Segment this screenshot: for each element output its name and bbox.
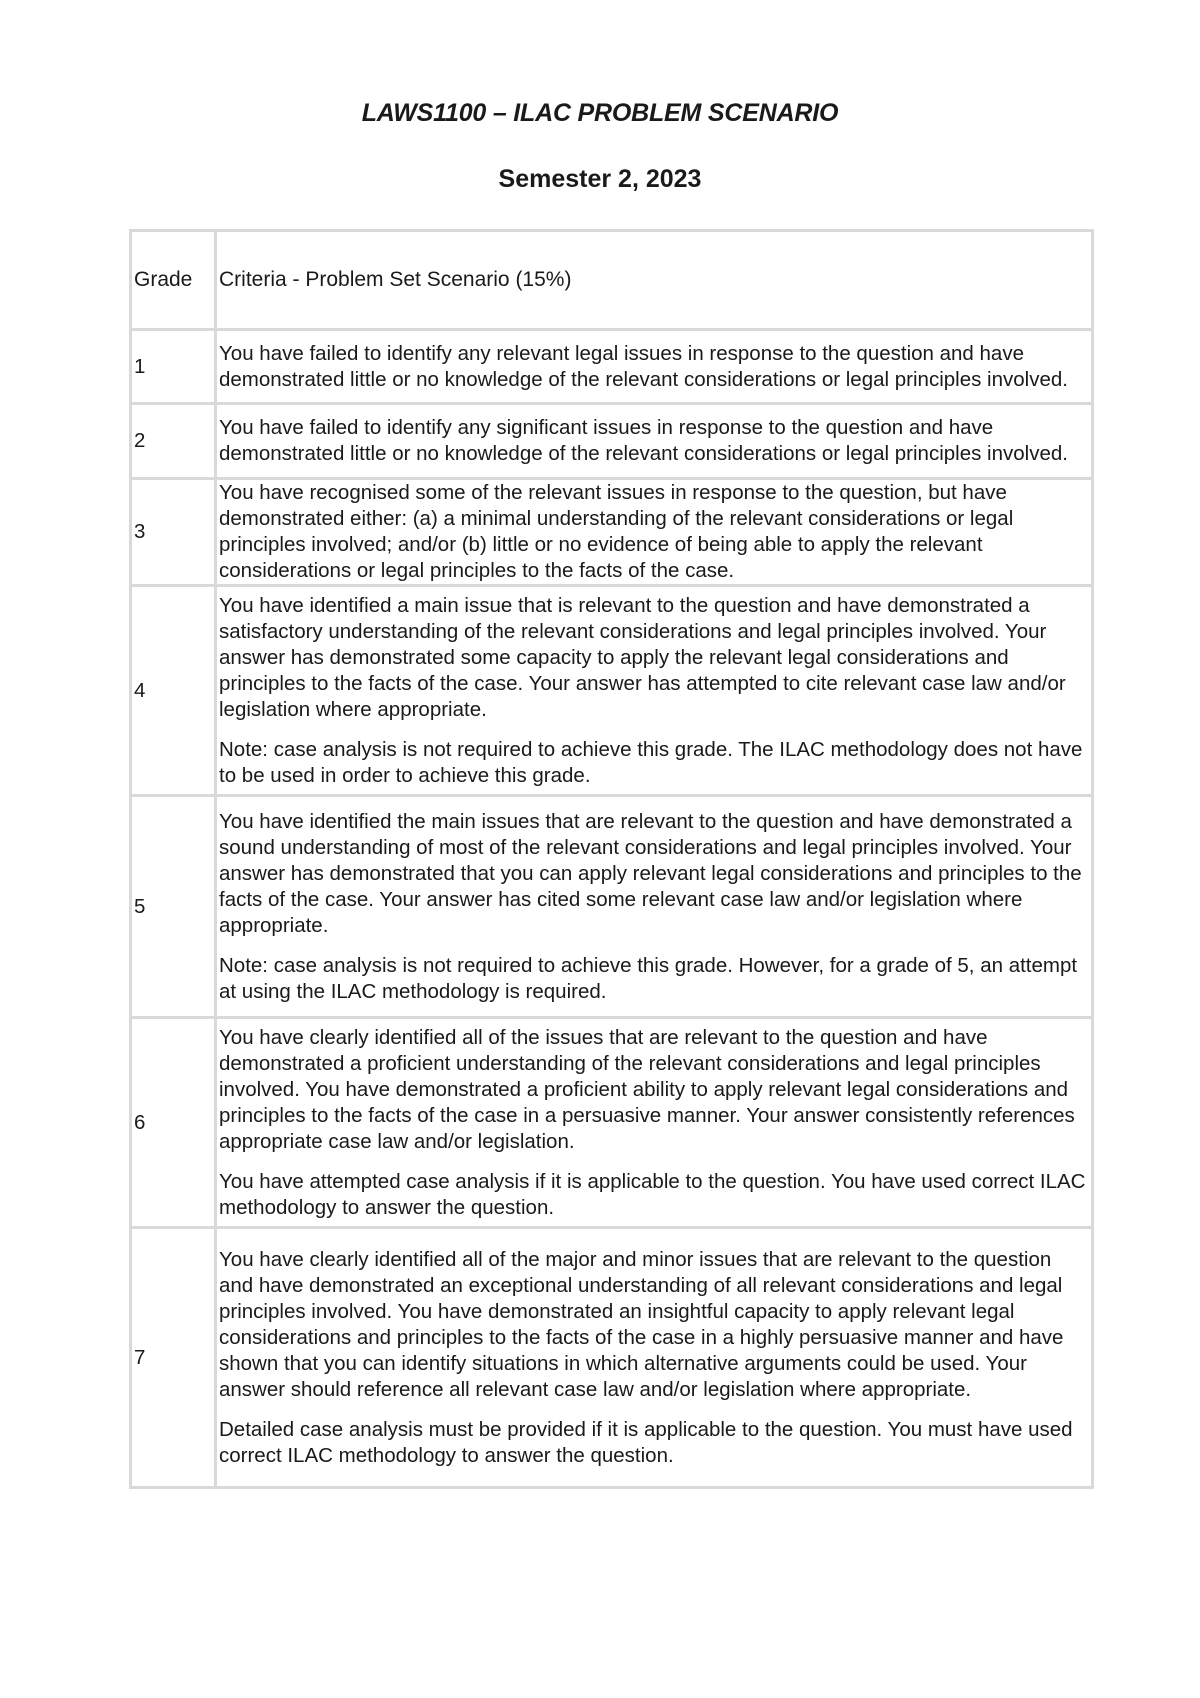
grade-column-header: Grade: [131, 231, 216, 330]
criteria-paragraph: You have failed to identify any relevant legal issues in response to the question and have demonstrated little or no knowledge of the relevant considerations or legal principles involved.: [219, 341, 1068, 391]
table-row: [131, 479, 1093, 586]
grade-cell: 6: [131, 1018, 216, 1228]
criteria-paragraph: You have identified a main issue that is relevant to the question and have demonstrated a satisfactory understanding of the relevant considerations and legal principles involved. Your answer has demonstrated some capacity to apply the relevant legal considerations and principles to the facts of the case. Your answer has attempted to cite relevant case law and/or legislation where appropriate.: [219, 593, 1066, 721]
criteria-note: Note: case analysis is not required to achieve this grade. However, for a grade of 5, an attempt at using the ILAC methodology is required.: [219, 953, 1078, 1003]
document-subtitle: Semester 2, 2023: [498, 165, 702, 193]
table-row: [131, 1228, 1093, 1488]
grade-cell: 7: [131, 1228, 216, 1488]
grade-cell: 5: [131, 796, 216, 1018]
grade-cell: 1: [131, 330, 216, 404]
table-row: [131, 796, 1093, 1018]
grading-rubric-table: [129, 229, 1094, 1489]
criteria-paragraph: You have clearly identified all of the major and minor issues that are relevant to the question and have demonstrated an exceptional understanding of all relevant considerations and legal principles involved. You have demonstrated an insightful capacity to apply relevant legal considerations and principles to the facts of the case in a highly persuasive manner and have shown that you can identify situations in which alternative arguments could be used. Your answer should reference all relevant case law and/or legislation where appropriate.: [219, 1247, 1064, 1401]
table-header-row: [131, 231, 1093, 330]
table-row: [131, 404, 1093, 479]
criteria-paragraph: You have failed to identify any significant issues in response to the question and have demonstrated little or no knowledge of the relevant considerations or legal principles involved.: [219, 416, 1068, 465]
table-row: [131, 330, 1093, 404]
criteria-cell: [216, 586, 1093, 796]
criteria-note: Detailed case analysis must be provided if it is applicable to the question. You must have used correct ILAC methodology to answer the question.: [219, 1417, 1073, 1467]
table-row: [131, 1018, 1093, 1228]
grade-cell: 2: [131, 404, 216, 479]
criteria-cell: [216, 796, 1093, 1018]
criteria-cell: [216, 1228, 1093, 1488]
criteria-cell: [216, 330, 1093, 404]
grade-cell: 3: [131, 479, 216, 586]
criteria-note: You have attempted case analysis if it is applicable to the question. You have used correct ILAC methodology to answer the question.: [219, 1169, 1086, 1219]
criteria-cell: [216, 1018, 1093, 1228]
criteria-cell: [216, 479, 1093, 586]
grade-cell: 4: [131, 586, 216, 796]
table-row: [131, 586, 1093, 796]
criteria-paragraph: You have clearly identified all of the issues that are relevant to the question and have demonstrated a proficient understanding of the relevant considerations and legal principles involved. You have demonstrated a proficient ability to apply relevant legal considerations and principles to the facts of the case in a persuasive manner. Your answer consistently references appropriate case law and/or legislation.: [219, 1025, 1075, 1153]
criteria-paragraph: You have recognised some of the relevant issues in response to the question, but have demonstrated either: (a) a minimal understanding of the relevant considerations or legal principles involved; and/or (b) little or no evidence of being able to apply the relevant considerations or legal principles to the facts of the case.: [219, 481, 1014, 582]
criteria-cell: [216, 404, 1093, 479]
criteria-column-header: Criteria - Problem Set Scenario (15%): [216, 231, 1093, 330]
criteria-paragraph: You have identified the main issues that are relevant to the question and have demonstrated a sound understanding of most of the relevant considerations and legal principles involved. Your answer has demonstrated that you can apply relevant legal considerations and principles to the facts of the case. Your answer has cited some relevant case law and/or legislation where appropriate.: [219, 809, 1082, 937]
document-title: LAWS1100 – ILAC PROBLEM SCENARIO: [361, 99, 839, 127]
criteria-note: Note: case analysis is not required to achieve this grade. The ILAC methodology does not have to be used in order to achieve this grade.: [219, 737, 1083, 787]
